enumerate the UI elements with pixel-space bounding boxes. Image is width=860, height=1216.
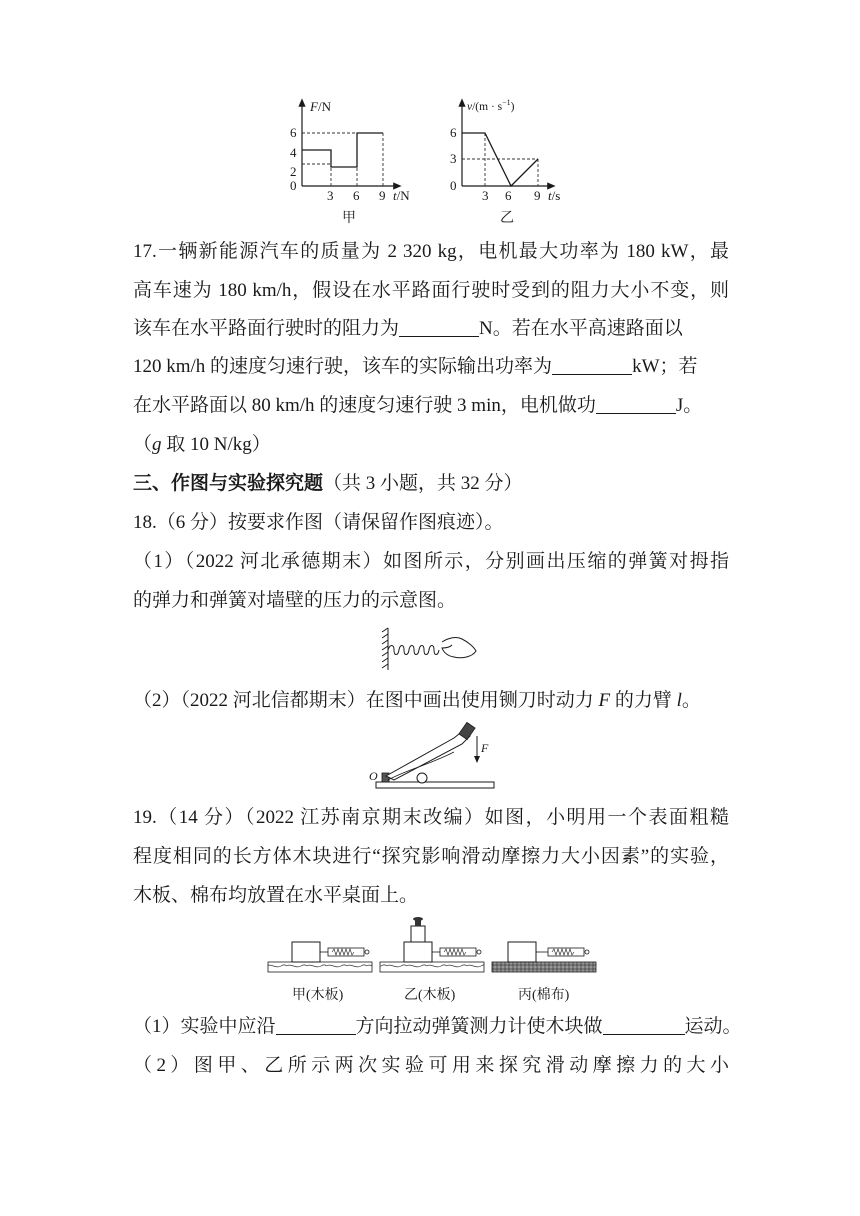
q17-line6: （g 取 10 N/kg） [133, 434, 271, 455]
q19-line1: 19.（14 分）（2022 江苏南京期末改编）如图，小明用一个表面粗糙 [133, 807, 729, 828]
weight [411, 926, 425, 942]
force-arrow-head [474, 756, 480, 763]
setup-yi [380, 917, 484, 972]
base-board [376, 782, 494, 788]
x-axis-label: t/N [393, 188, 410, 203]
force-step-line [302, 133, 383, 167]
q19-p1: （1）实验中应沿 方向拉动弹簧测力计使木块做 运动。 [133, 1016, 742, 1037]
q17-line4: 120 km/h 的速度匀速行驶，该车的实际输出功率为 kW；若 [133, 356, 698, 377]
y-tick-2: 2 [290, 164, 297, 179]
y-tick-0: 0 [450, 178, 457, 193]
y-tick-6: 6 [290, 125, 297, 140]
x-tick-3: 3 [482, 188, 489, 203]
answer-blank-work[interactable] [596, 395, 676, 414]
spring-thumb-figure [380, 626, 480, 672]
velocity-line [462, 133, 538, 186]
x-tick-3: 3 [327, 188, 334, 203]
q19-line2: 程度相同的长方体木块进行“探究影响滑动摩擦力大小因素”的实验， [133, 846, 729, 867]
q18-stem: 18.（6 分）按要求作图（请保留作图痕迹）。 [133, 512, 504, 533]
graph-jia-caption: 甲 [342, 211, 356, 226]
q17-line3: 该车在水平路面行驶时的阻力为 N。若在水平高速路面以 [133, 318, 683, 339]
q17-line1: 17.一辆新能源汽车的质量为 2 320 kg，电机最大功率为 180 kW，最 [133, 241, 729, 262]
caption-jia: 甲(木板) [292, 988, 344, 1003]
y-axis-label: $v/(m \cdot s^{-1})$ [467, 98, 515, 113]
spring [388, 646, 439, 655]
answer-blank-motion[interactable] [603, 1016, 685, 1035]
q18-p2: （2）（2022 河北信都期末）在图中画出使用铡刀时动力 F 的力臂 l。 [133, 690, 701, 711]
y-tick-6: 6 [450, 125, 457, 140]
wall [382, 628, 388, 670]
section3-heading: 三、作图与实验探究题（共 3 小题，共 32 分） [133, 473, 523, 494]
q19-line3: 木板、棉布均放置在水平桌面上。 [133, 885, 419, 906]
x-tick-9: 9 [534, 188, 541, 203]
friction-experiment-figure [266, 914, 600, 984]
q18-p1-line1: （1）（2022 河北承德期末）如图所示，分别画出压缩的弹簧对拇指 [133, 551, 729, 572]
answer-blank-power[interactable] [552, 356, 632, 375]
y-tick-4: 4 [290, 145, 297, 160]
q17-line2: 高车速为 180 km/h，假设在水平路面行驶时受到的阻力大小不变，则 [133, 280, 729, 301]
guillotine-figure [366, 722, 506, 794]
force-label-f: F [481, 741, 489, 755]
x-tick-9: 9 [379, 188, 386, 203]
answer-blank-direction[interactable] [276, 1016, 356, 1035]
q19-p2: （2）图甲、乙所示两次实验可用来探究滑动摩擦力的大小 [133, 1055, 729, 1076]
dashed-guides [302, 133, 383, 186]
hand [442, 638, 476, 658]
answer-blank-resistance[interactable] [399, 318, 479, 337]
q18-p1-line2: 的弹力和弹簧对墙壁的压力的示意图。 [133, 590, 457, 611]
y-tick-3: 3 [450, 151, 457, 166]
pivot-label-o: O [369, 769, 378, 783]
graph-yi-caption: 乙 [500, 211, 514, 226]
dashed-guides [462, 133, 538, 186]
setup-jia [268, 942, 372, 972]
x-axis-label: t/s [548, 188, 561, 203]
roller [417, 773, 427, 783]
x-tick-6: 6 [353, 188, 360, 203]
caption-yi: 乙(木板) [404, 988, 456, 1003]
setup-bing [492, 942, 596, 972]
y-tick-0: 0 [290, 178, 297, 193]
q17-line5: 在水平路面以 80 km/h 的速度匀速行驶 3 min，电机做功 J。 [133, 395, 703, 416]
y-axis-label: F/N [310, 99, 331, 114]
blade [386, 730, 470, 780]
caption-bing: 丙(棉布) [518, 988, 570, 1003]
x-tick-6: 6 [505, 188, 512, 203]
